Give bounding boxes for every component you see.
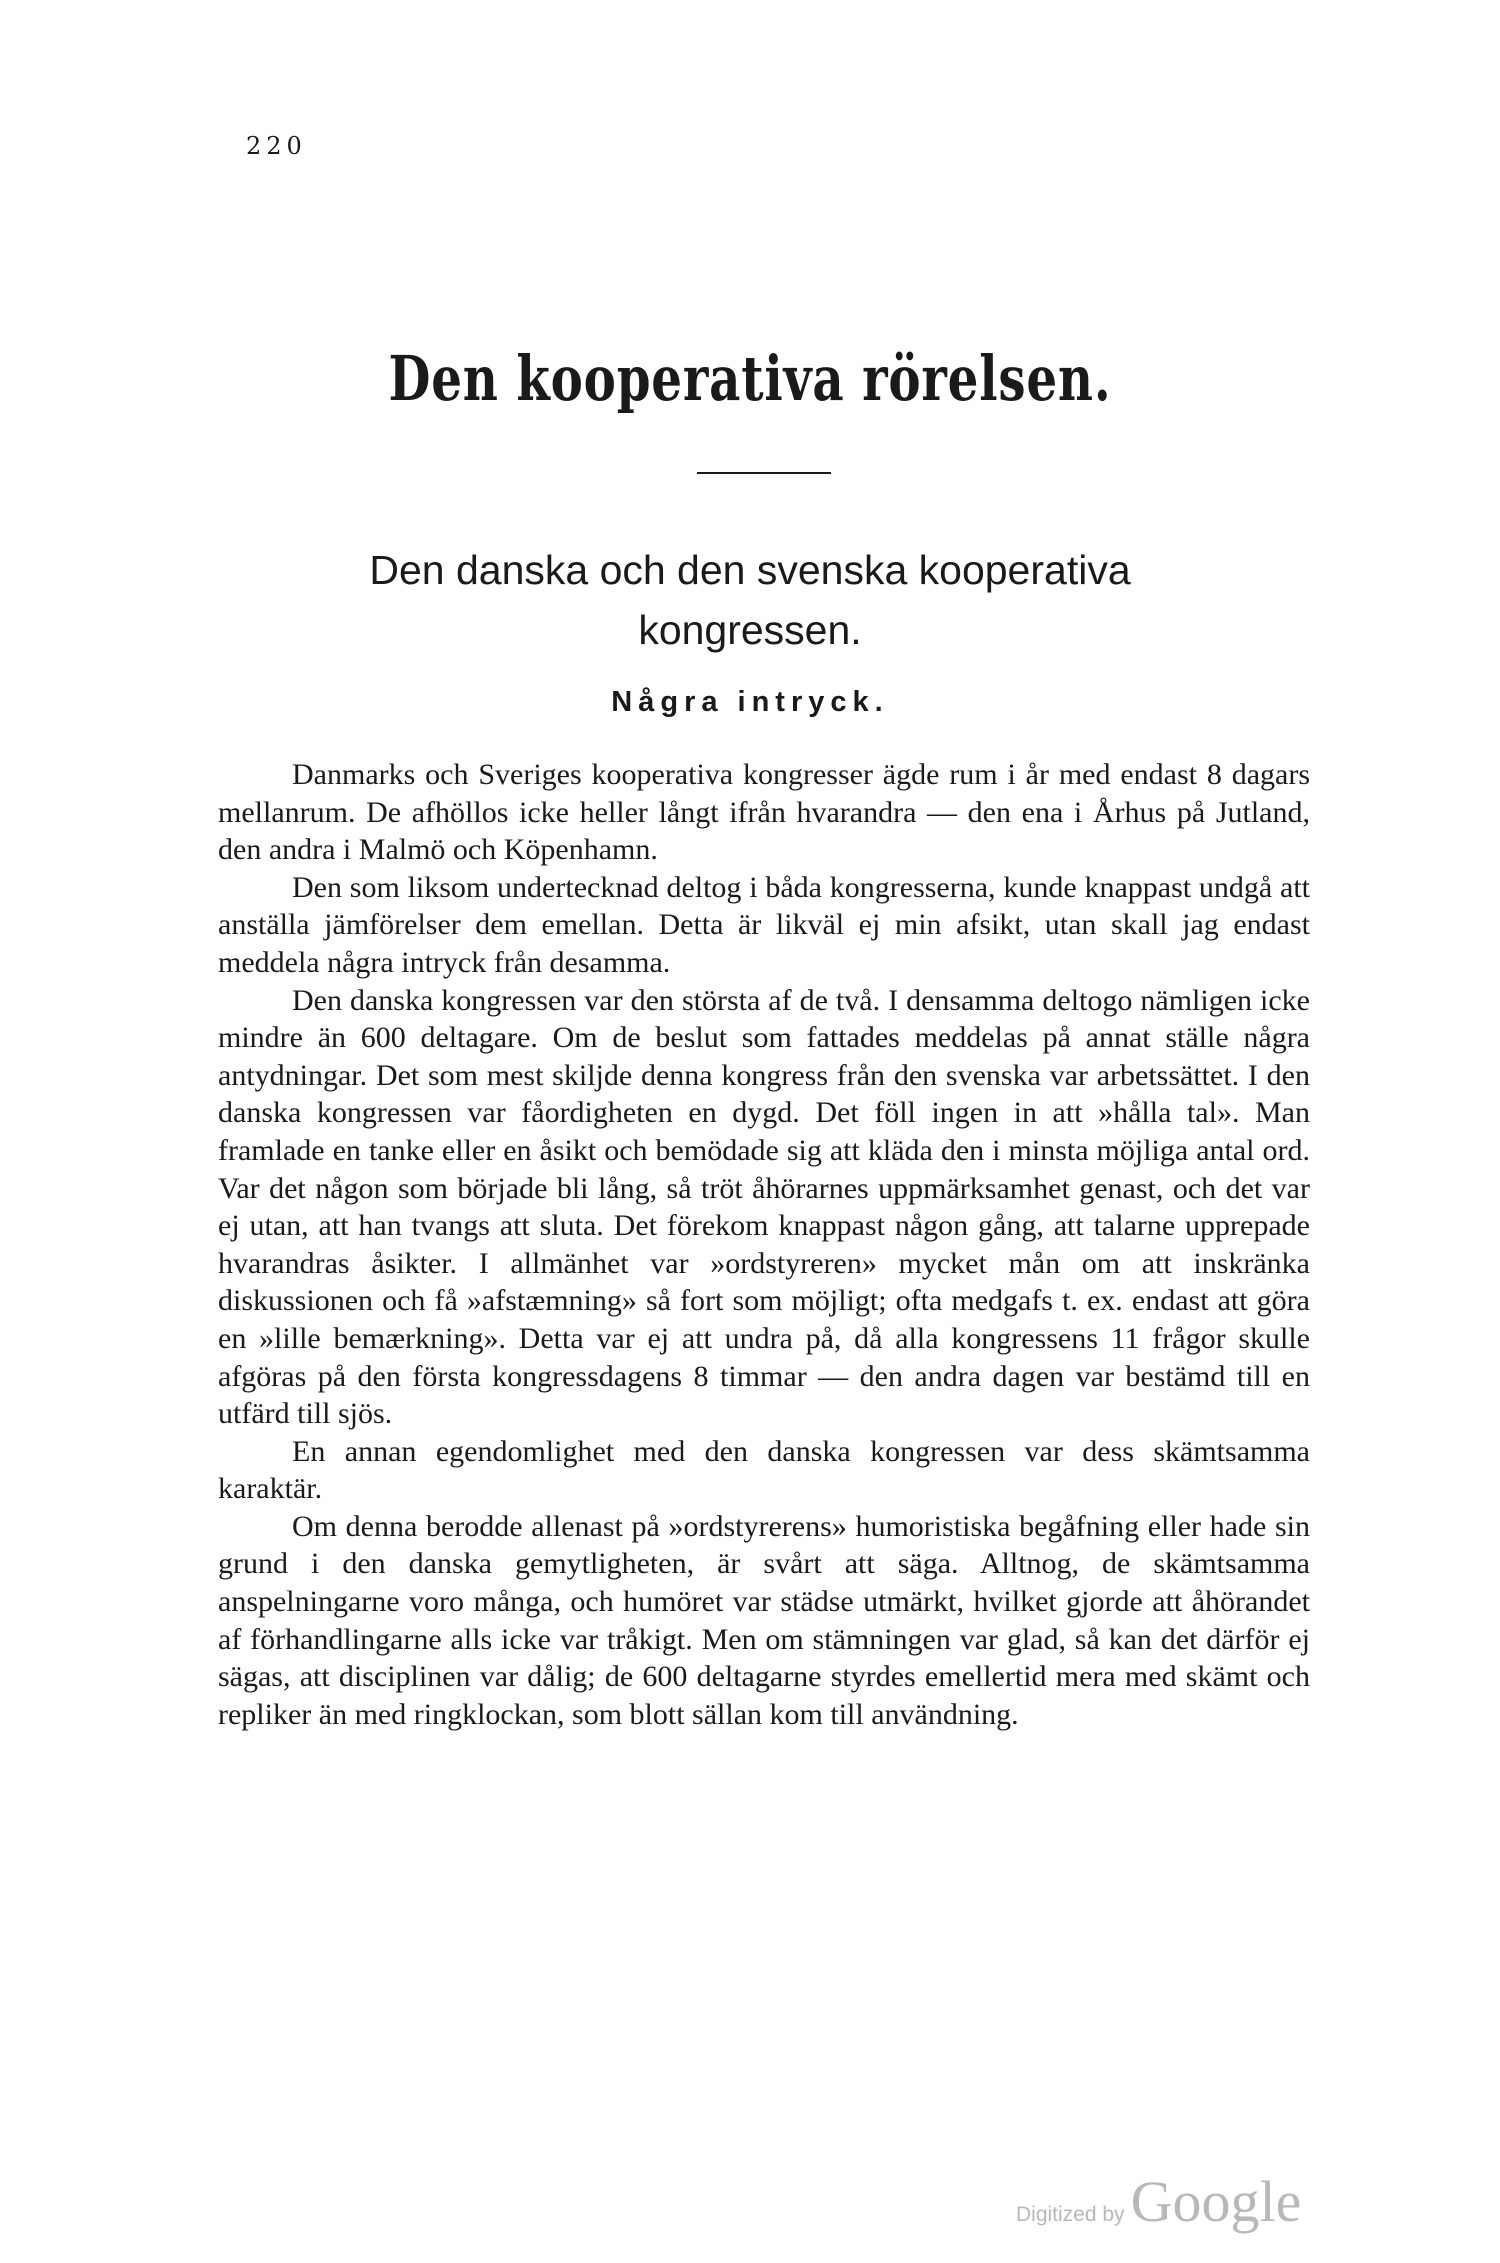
digitized-by-google-watermark <box>1016 2168 1301 2235</box>
subtitle-line-1: Den danska och den svenska kooperativa <box>369 547 1131 593</box>
paragraph: Danmarks och Sveriges kooperativa kongresser ägde rum i år med endast 8 dagars mellanrum. De afhöllos icke heller långt ifrån hvarandra — den ena i Århus på Jutland, den andra i Malmö och Köpenhamn. <box>218 758 1310 867</box>
title-divider <box>697 472 831 474</box>
article-subtitle <box>200 540 1300 660</box>
section-heading: Några intryck. <box>611 686 889 718</box>
page-number: 220 <box>246 132 307 160</box>
paragraph: Om denna berodde allenast på »ordstyrerens» humoristiska begåfning eller hade sin grund i den danska gemytligheten, är svårt att säga. Alltnog, de skämtsamma anspelningarne voro många, och humöret var städse utmärkt, hvilket gjorde att åhörandet af förhandlingarne alls icke var tråkigt. Men om stämningen var glad, så kan det därför ej sägas, att disciplinen var dålig; de 600 deltagarne styrdes emellertid mera med skämt och repliker än med ringklockan, som blott sällan kom till användning. <box>218 1509 1310 1731</box>
article-body <box>218 756 1310 1733</box>
digitized-label: Digitized by <box>1016 2203 1125 2226</box>
paragraph: Den danska kongressen var den största af de två. I densamma deltogo nämligen icke mindre än 600 deltagare. Om de beslut som fattades meddelas på annat ställe några antydningar. Det som mest skiljde denna kongress från den svenska var arbetssättet. I den danska kongressen var fåordigheten en dygd. Det föll ingen in att »hålla tal». Man framlade en tanke eller en åsikt och bemödade sig att kläda den i minsta möjliga antal ord. Var det någon som började bli lång, så tröt åhörarnes uppmärksamhet genast, och det var ej utan, att han tvangs att sluta. Det förekom knappast någon gång, att talarne upprepade hvarandras åsikter. I allmänhet var »ordstyreren» mycket mån om att inskränka diskussionen och få »afstæmning» så fort som möjligt; ofta medgafs t. ex. endast att göra en »lille bemærkning». Detta var ej att undra på, då alla kongressens 11 frågor skulle afgöras på den första kongressdagens 8 timmar — den andra dagen var bestämd till en utfärd till sjös. <box>218 983 1310 1431</box>
paragraph: Den som liksom undertecknad deltog i båda kongresserna, kunde knappast undgå att anställa jämförelser dem emellan. Detta är likväl ej min afsikt, utan skall jag endast meddela några intryck från desamma. <box>218 870 1310 979</box>
paragraph: En annan egendomlighet med den danska kongressen var dess skämtsamma karaktär. <box>218 1434 1310 1506</box>
subtitle-line-2: kongressen. <box>638 607 862 653</box>
main-title: Den kooperativa rörelsen. <box>388 342 1112 415</box>
google-logo: Google <box>1130 2169 1302 2234</box>
